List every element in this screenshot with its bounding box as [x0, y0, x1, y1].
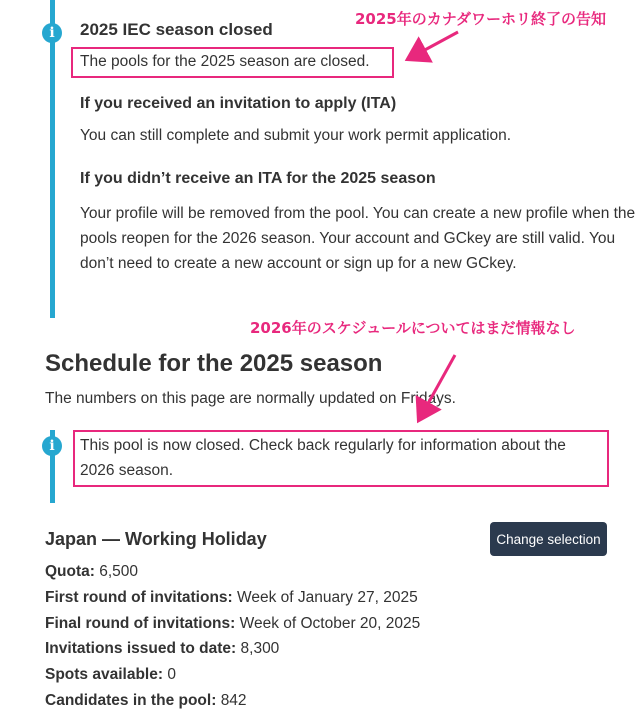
stat-label: Quota: [45, 563, 95, 580]
schedule-heading: Schedule for the 2025 season [45, 350, 383, 377]
stat-value: 6,500 [99, 563, 139, 580]
stat-label: Invitations issued to date: [45, 640, 237, 657]
no-ita-heading: If you didn’t receive an ITA for the 2025 season [80, 170, 436, 187]
schedule-subtext: The numbers on this page are normally updated on Fridays. [45, 390, 456, 407]
arrow-middle [420, 355, 455, 418]
stat-label: Candidates in the pool: [45, 692, 217, 709]
stat-label: Final round of invitations: [45, 615, 236, 632]
pool-closed-text: This pool is now closed. Check back regularly for information about the 2026 season. [80, 437, 566, 479]
stat-value: Week of January 27, 2025 [237, 589, 418, 606]
info-icon: i [42, 436, 62, 456]
stat-label: First round of invitations: [45, 589, 233, 606]
annotation-top: 2025年のカナダワーホリ終了の告知 [355, 10, 606, 28]
arrow-top [410, 32, 458, 58]
stat-label: Spots available: [45, 666, 164, 683]
ita-heading: If you received an invitation to apply (ITA) [80, 95, 397, 112]
annotation-middle: 2026年のスケジュールについてはまだ情報なし [250, 319, 576, 337]
alert-intro: The pools for the 2025 season are closed. [80, 53, 370, 70]
stat-value: 8,300 [240, 640, 280, 657]
info-icon: i [42, 23, 62, 43]
stat-value: Week of October 20, 2025 [239, 615, 421, 632]
no-ita-text: Your profile will be removed from the pool. You can create a new profile when the pools reopen for the 2026 season. Your account and GCkey are still valid. You don’t need to create a new account or sign up for a new GCkey. [80, 205, 636, 272]
country-title: Japan — Working Holiday [45, 529, 267, 549]
stat-value: 0 [167, 666, 176, 683]
alert-title: 2025 IEC season closed [80, 20, 273, 39]
stat-value: 842 [220, 692, 247, 709]
ita-text: You can still complete and submit your work permit application. [80, 127, 512, 144]
change-selection-button[interactable]: Change selection [490, 522, 607, 556]
